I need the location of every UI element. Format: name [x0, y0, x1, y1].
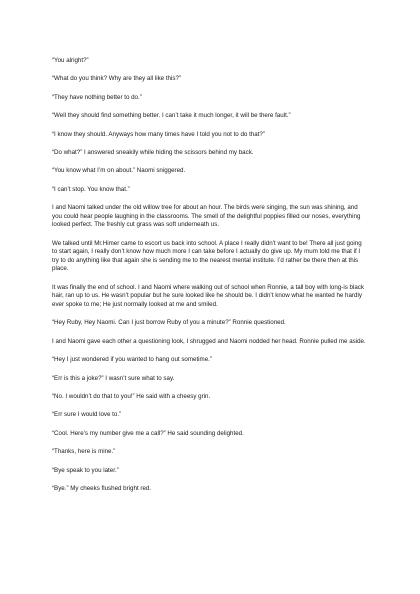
paragraph: I and Naomi gave each other a questioning look, I shrugged and Naomi nodded her head. Ronnie pulled me aside.: [52, 337, 366, 345]
paragraph: “Well they should find something better. I can’t take it much longer, it will be there fault.”: [52, 112, 291, 120]
paragraph: “Err is this a joke?” I wasn’t sure what to say.: [52, 374, 175, 382]
paragraph: “No. I wouldn’t do that to you!” He said with a cheesy grin.: [52, 393, 211, 401]
paragraph: “Err sure I would love to.”: [52, 411, 122, 419]
paragraph: “I know they should. Anyways how many times have I told you not to do that?”: [52, 130, 265, 138]
paragraph: “Cool. Here’s my number give me a call?” He said sounding delighted.: [52, 429, 244, 437]
paragraph: “I can’t stop. You know that.”: [52, 185, 130, 193]
paragraph: “Thanks, here is mine.”: [52, 448, 116, 456]
paragraph: It was finally the end of school. I and Naomi where walking out of school when Ronnie, a tall boy with long-is black hair, ran up to us. He wasn’t popular but he sure looked like he should be. I didn’t know what he wanted he hardly ever spoke to me; He just normally looked at me and smiled.: [52, 283, 366, 309]
paragraph: I and Naomi talked under the old willow tree for about an hour. The birds were singing, the sun was shining, and you could hear people laughing in the classrooms. The smell of the delightful poppies filled our noses, everything looked perfect. The freshly cut grass was soft underneath us.: [52, 204, 363, 229]
paragraph: “What do you think? Why are they all like this?”: [52, 75, 181, 83]
paragraph: We talked until Mr.Himer came to escort us back into school. A place I really didn’t want to be! There all just going to start again, I really don’t know how much more I can take before I actually do give up. My mum told me that if I try to do anything like that again she is sending me to the nearest mental institute. I’d rather be there then at this place.: [52, 239, 364, 273]
paragraph: “Hey I just wondered if you wanted to hang out sometime.”: [52, 356, 212, 364]
paragraph: “Bye.” My cheeks flushed bright red.: [52, 484, 152, 492]
paragraph: “Bye speak to you later.”: [52, 466, 119, 474]
paragraph: “Do what?” I answered sneakily while hiding the scissors behind my back.: [52, 148, 254, 156]
paragraph: “You alright?”: [52, 57, 89, 64]
paragraph: “Hey Ruby, Hey Naomi. Can I just borrow Ruby of you a minute?” Ronnie questioned.: [52, 319, 286, 327]
paragraph: “You know what I’m on about.” Naomi sniggered.: [52, 167, 186, 175]
paragraph: “They have nothing better to do.”: [52, 93, 142, 101]
